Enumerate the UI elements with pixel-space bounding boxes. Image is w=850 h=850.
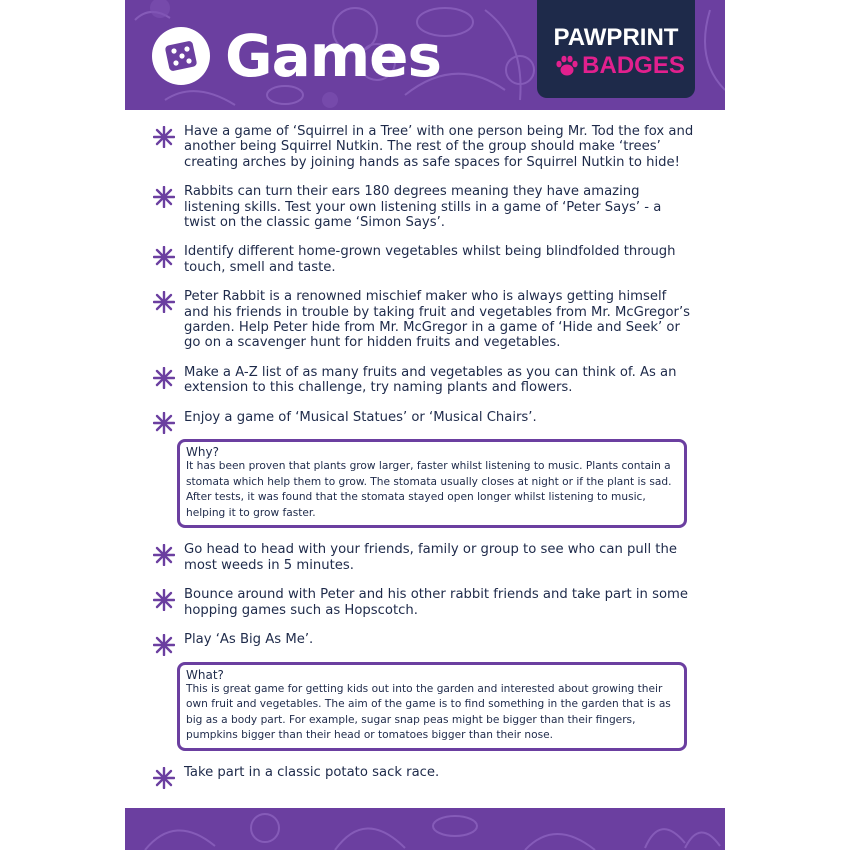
item-text: Rabbits can turn their ears 180 degrees meaning they have amazing listening skills. Test your own listening stills in a game of ‘Peter Says’ - a twist on the classic game ‘Simon Says’. <box>184 184 662 231</box>
info-box-body: This is great game for getting kids out into the garden and interested about growing their own fruit and vegetables. The aim of the game is to find something in the garden that is as big as a body part. For example, sugar snap peas might be bigger than their fingers, pumpkins bigger than their head or tomatoes bigger than their nose. <box>186 682 671 742</box>
info-box-body: It has been proven that plants grow larger, faster whilst listening to music. Plants contain a stomata which help them to grow. The stomata usually closes at night or if the plant is sad. After tests, it was found that the stomata stayed open longer whilst listening to music, helping it to grow faster. <box>186 460 672 519</box>
item-text: Peter Rabbit is a renowned mischief maker who is always getting himself and his friends in trouble by taking fruit and vegetables from Mr. McGregor’s garden. Help Peter hide from Mr. McGregor in a game of ‘Hide and Seek’ or go on a scavenger hunt for hidden fruits and vegetables. <box>184 289 691 351</box>
list-item <box>125 587 694 618</box>
item-text: Go head to head with your friends, family or group to see who can pull the most weeds in 5 minutes. <box>184 542 677 573</box>
item-text: Take part in a classic potato sack race. <box>184 764 440 780</box>
star-bullet-icon <box>153 767 175 789</box>
logo-text-bottom: BADGES <box>582 52 685 79</box>
star-bullet-icon <box>153 246 175 268</box>
list-item <box>125 765 694 780</box>
star-bullet-icon <box>153 126 175 148</box>
star-bullet-icon <box>153 412 175 434</box>
garden-pattern-footer <box>125 808 725 850</box>
page-title: Games <box>225 22 442 90</box>
list-item <box>125 244 694 275</box>
item-text: Identify different home-grown vegetables whilst being blindfolded through touch, smell and taste. <box>184 244 676 275</box>
list-item <box>125 124 694 170</box>
list-item <box>125 365 694 396</box>
info-box-heading: Why? <box>186 445 219 460</box>
list-item <box>125 289 694 351</box>
dice-icon <box>152 27 210 85</box>
item-text: Enjoy a game of ‘Musical Statues’ or ‘Musical Chairs’. <box>184 409 537 425</box>
star-bullet-icon <box>153 367 175 389</box>
activity-list <box>125 124 725 794</box>
item-text: Have a game of ‘Squirrel in a Tree’ with one person being Mr. Tod the fox and another being Squirrel Nutkin. The rest of the group should make ‘trees’ creating arches by joining hands as safe spaces for Squirrel Nutkin to hide! <box>184 124 694 170</box>
list-item <box>125 632 694 647</box>
pawprint-badges-logo <box>537 0 695 98</box>
item-text: Bounce around with Peter and his other rabbit friends and take part in some hopping games such as Hopscotch. <box>184 587 689 618</box>
page <box>125 0 725 850</box>
list-item <box>125 184 694 230</box>
star-bullet-icon <box>153 634 175 656</box>
item-text: Play ‘As Big As Me’. <box>184 632 314 648</box>
paw-icon <box>555 55 579 77</box>
star-bullet-icon <box>153 186 175 208</box>
star-bullet-icon <box>153 589 175 611</box>
item-text: Make a A-Z list of as many fruits and vegetables as you can think of. As an extension to this challenge, try naming plants and flowers. <box>184 364 677 396</box>
logo-text-top: PAWPRINT <box>553 24 679 51</box>
info-box-heading: What? <box>186 667 224 682</box>
list-item <box>125 410 694 425</box>
info-box-what <box>177 662 687 751</box>
star-bullet-icon <box>153 291 175 313</box>
header-banner <box>125 0 725 110</box>
list-item <box>125 542 694 573</box>
logo-bottom-row <box>555 52 685 80</box>
star-bullet-icon <box>153 544 175 566</box>
footer-banner <box>125 808 725 850</box>
info-box-why <box>177 439 687 528</box>
